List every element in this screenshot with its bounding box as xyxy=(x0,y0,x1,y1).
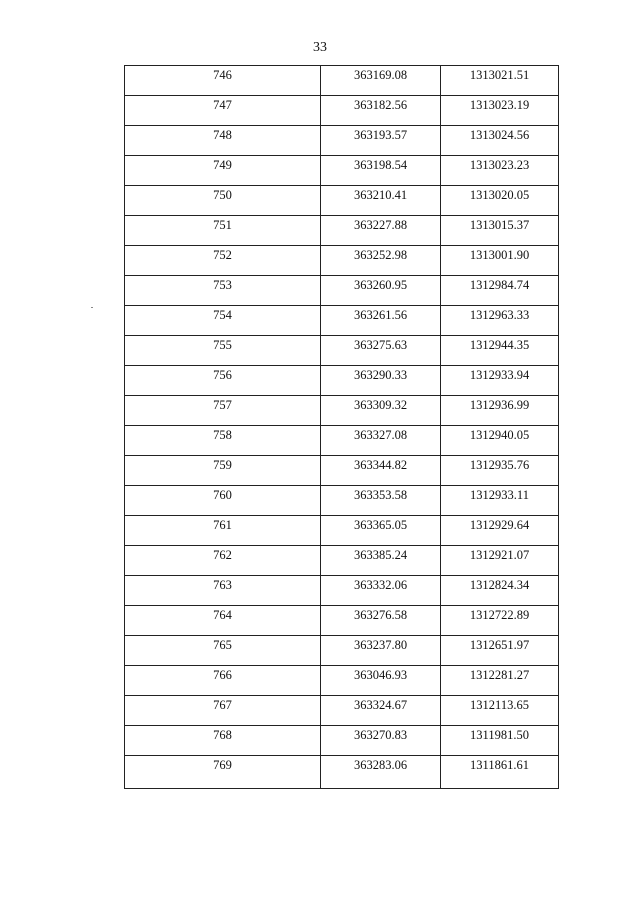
y-coordinate-cell: 1312722.89 xyxy=(441,606,559,636)
point-number-cell: 754 xyxy=(125,306,321,336)
point-number-cell: 766 xyxy=(125,666,321,696)
y-coordinate-cell: 1312921.07 xyxy=(441,546,559,576)
x-coordinate-cell: 363283.06 xyxy=(321,756,441,789)
table-row xyxy=(125,96,559,126)
table-row xyxy=(125,126,559,156)
table-row xyxy=(125,756,559,789)
table-row xyxy=(125,486,559,516)
x-coordinate-cell: 363169.08 xyxy=(321,66,441,96)
point-number-cell: 761 xyxy=(125,516,321,546)
point-number-cell: 768 xyxy=(125,726,321,756)
y-coordinate-cell: 1311981.50 xyxy=(441,726,559,756)
table-row xyxy=(125,156,559,186)
table-row xyxy=(125,546,559,576)
y-coordinate-cell: 1313015.37 xyxy=(441,216,559,246)
point-number-cell: 750 xyxy=(125,186,321,216)
y-coordinate-cell: 1312113.65 xyxy=(441,696,559,726)
x-coordinate-cell: 363270.83 xyxy=(321,726,441,756)
point-number-cell: 752 xyxy=(125,246,321,276)
y-coordinate-cell: 1312963.33 xyxy=(441,306,559,336)
x-coordinate-cell: 363227.88 xyxy=(321,216,441,246)
table-row xyxy=(125,366,559,396)
table-row xyxy=(125,426,559,456)
x-coordinate-cell: 363252.98 xyxy=(321,246,441,276)
table-row xyxy=(125,576,559,606)
x-coordinate-cell: 363261.56 xyxy=(321,306,441,336)
point-number-cell: 767 xyxy=(125,696,321,726)
x-coordinate-cell: 363210.41 xyxy=(321,186,441,216)
x-coordinate-cell: 363260.95 xyxy=(321,276,441,306)
y-coordinate-cell: 1313020.05 xyxy=(441,186,559,216)
y-coordinate-cell: 1312824.34 xyxy=(441,576,559,606)
table-row xyxy=(125,186,559,216)
table-row xyxy=(125,696,559,726)
table-row xyxy=(125,336,559,366)
x-coordinate-cell: 363309.32 xyxy=(321,396,441,426)
y-coordinate-cell: 1312940.05 xyxy=(441,426,559,456)
y-coordinate-cell: 1312281.27 xyxy=(441,666,559,696)
x-coordinate-cell: 363237.80 xyxy=(321,636,441,666)
x-coordinate-cell: 363198.54 xyxy=(321,156,441,186)
table-row xyxy=(125,66,559,96)
y-coordinate-cell: 1311861.61 xyxy=(441,756,559,789)
y-coordinate-cell: 1312933.94 xyxy=(441,366,559,396)
point-number-cell: 765 xyxy=(125,636,321,666)
y-coordinate-cell: 1312933.11 xyxy=(441,486,559,516)
table-row xyxy=(125,456,559,486)
y-coordinate-cell: 1312929.64 xyxy=(441,516,559,546)
point-number-cell: 747 xyxy=(125,96,321,126)
point-number-cell: 759 xyxy=(125,456,321,486)
y-coordinate-cell: 1313023.19 xyxy=(441,96,559,126)
y-coordinate-cell: 1312651.97 xyxy=(441,636,559,666)
x-coordinate-cell: 363344.82 xyxy=(321,456,441,486)
y-coordinate-cell: 1313024.56 xyxy=(441,126,559,156)
point-number-cell: 756 xyxy=(125,366,321,396)
x-coordinate-cell: 363182.56 xyxy=(321,96,441,126)
x-coordinate-cell: 363353.58 xyxy=(321,486,441,516)
x-coordinate-cell: 363290.33 xyxy=(321,366,441,396)
margin-mark xyxy=(91,307,93,308)
table-row xyxy=(125,396,559,426)
table-row xyxy=(125,276,559,306)
x-coordinate-cell: 363275.63 xyxy=(321,336,441,366)
page-number: 33 xyxy=(313,40,327,55)
x-coordinate-cell: 363385.24 xyxy=(321,546,441,576)
point-number-cell: 755 xyxy=(125,336,321,366)
table-body xyxy=(125,66,559,789)
point-number-cell: 749 xyxy=(125,156,321,186)
table-row xyxy=(125,666,559,696)
point-number-cell: 753 xyxy=(125,276,321,306)
point-number-cell: 758 xyxy=(125,426,321,456)
point-number-cell: 762 xyxy=(125,546,321,576)
coordinates-table xyxy=(124,65,559,789)
point-number-cell: 751 xyxy=(125,216,321,246)
point-number-cell: 764 xyxy=(125,606,321,636)
point-number-cell: 769 xyxy=(125,756,321,789)
point-number-cell: 746 xyxy=(125,66,321,96)
y-coordinate-cell: 1312935.76 xyxy=(441,456,559,486)
table-row xyxy=(125,726,559,756)
y-coordinate-cell: 1312936.99 xyxy=(441,396,559,426)
point-number-cell: 763 xyxy=(125,576,321,606)
x-coordinate-cell: 363327.08 xyxy=(321,426,441,456)
x-coordinate-cell: 363046.93 xyxy=(321,666,441,696)
y-coordinate-cell: 1312944.35 xyxy=(441,336,559,366)
table-row xyxy=(125,246,559,276)
table-row xyxy=(125,516,559,546)
table-row xyxy=(125,306,559,336)
point-number-cell: 748 xyxy=(125,126,321,156)
x-coordinate-cell: 363332.06 xyxy=(321,576,441,606)
x-coordinate-cell: 363276.58 xyxy=(321,606,441,636)
x-coordinate-cell: 363193.57 xyxy=(321,126,441,156)
table-row xyxy=(125,636,559,666)
y-coordinate-cell: 1313001.90 xyxy=(441,246,559,276)
y-coordinate-cell: 1313023.23 xyxy=(441,156,559,186)
y-coordinate-cell: 1312984.74 xyxy=(441,276,559,306)
x-coordinate-cell: 363324.67 xyxy=(321,696,441,726)
x-coordinate-cell: 363365.05 xyxy=(321,516,441,546)
point-number-cell: 760 xyxy=(125,486,321,516)
y-coordinate-cell: 1313021.51 xyxy=(441,66,559,96)
table-row xyxy=(125,606,559,636)
table-row xyxy=(125,216,559,246)
point-number-cell: 757 xyxy=(125,396,321,426)
